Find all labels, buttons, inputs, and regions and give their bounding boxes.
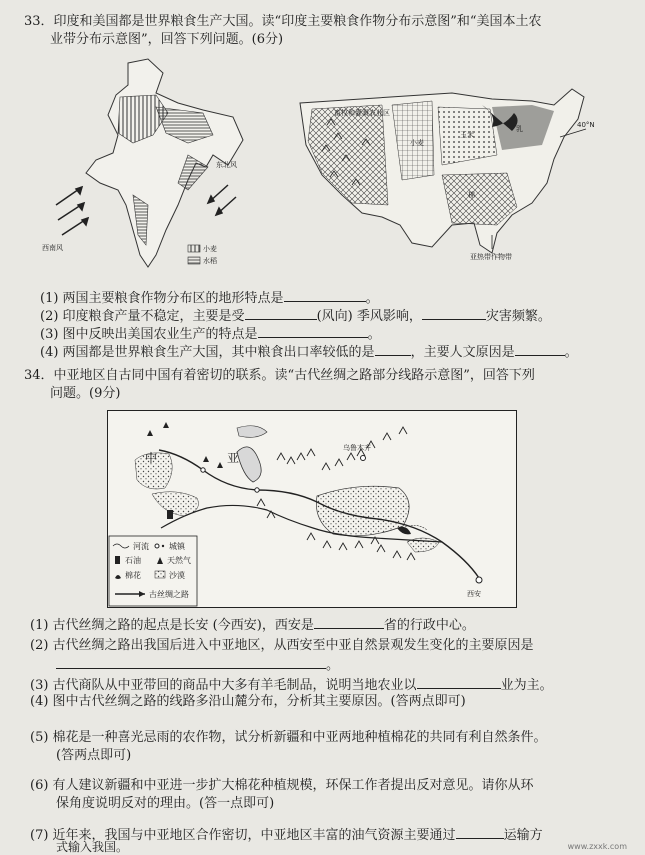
svg-text:棉花: 棉花 xyxy=(125,571,141,580)
q34-sub6-line2: 保角度说明反对的理由。(答一点即可) xyxy=(56,796,275,811)
legend-rice-swatch xyxy=(188,257,200,264)
legend-rice-label: 水稻 xyxy=(203,257,217,265)
region-label-zhong: 中 xyxy=(145,451,158,465)
city-xian-marker xyxy=(476,577,482,583)
q33-sub1: (1) 两国主要粮食作物分布区的地形特点是 。 xyxy=(40,291,379,306)
q34-sub5-line1: (5) 棉花是一种喜光忌雨的农作物，试分析新疆和中亚两地种植棉花的共同有利自然条件。 xyxy=(30,730,547,745)
svg-text:河流: 河流 xyxy=(133,542,149,551)
svg-text:古丝绸之路: 古丝绸之路 xyxy=(149,590,189,599)
belt-corn-label: 玉米 xyxy=(460,131,474,139)
q34-sub2-line1: (2) 古代丝绸之路出我国后进入中亚地区，从西安至中亚自然景观发生变化的主要原因是 xyxy=(30,638,534,653)
watermark: www.zxxk.com xyxy=(567,842,627,851)
wind-sw-label: 西南风 xyxy=(42,244,63,252)
northeast-monsoon-arrows xyxy=(208,185,236,215)
wind-ne-label: 东北风 xyxy=(216,161,237,169)
q34-sub3: (3) 古代商队从中亚带回的商品中大多有羊毛制品，说明当地农业以 业为主。 xyxy=(30,678,553,693)
q33-sub2: (2) 印度粮食产量不稳定，主要是受 (风向) 季风影响， 灾害频繁。 xyxy=(40,309,551,324)
q34-sub5-line2: (答两点即可) xyxy=(56,748,132,763)
silk-road-legend xyxy=(109,536,197,606)
q34-stem-line2: 问题。(9分) xyxy=(50,386,121,401)
subtropical-belt-label: 亚热带作物带 xyxy=(470,253,512,261)
india-crop-map xyxy=(38,55,258,280)
svg-text:城镇: 城镇 xyxy=(169,542,185,551)
legend-wheat-swatch xyxy=(188,245,200,252)
city-xian-label: 西安 xyxy=(467,590,481,598)
region-label-ya: 亚 xyxy=(227,451,240,465)
belt-dairy-label: 乳 xyxy=(516,125,523,133)
q34-sub7-line2: 式输入我国。 xyxy=(56,840,129,854)
silk-road-map xyxy=(107,410,517,608)
q34-sub1: (1) 古代丝绸之路的起点是长安 (今西安)，西安是 省的行政中心。 xyxy=(30,618,475,633)
q33-stem-line2: 业带分布示意图”，回答下列问题。(6分) xyxy=(50,32,284,47)
svg-text:石油: 石油 xyxy=(125,556,141,565)
city-urumqi-label: 乌鲁木齐 xyxy=(343,444,371,452)
svg-text:沙漠: 沙漠 xyxy=(169,571,185,580)
q33-sub4: (4) 两国都是世界粮食生产大国，其中粮食出口率较低的是 ，主要人文原因是 。 xyxy=(40,345,578,360)
southwest-monsoon-arrows xyxy=(56,187,88,235)
q34-sub6-line1: (6) 有人建议新疆和中亚进一步扩大棉花种植规模，环保工作者提出反对意见。请你从环 xyxy=(30,778,534,793)
city-urumqi-marker xyxy=(361,456,366,461)
q34-stem-line1: 34．中亚地区自古同中国有着密切的联系。读“古代丝绸之路部分线路示意图”，回答下列 xyxy=(24,368,535,383)
belt-cotton-label: 棉 xyxy=(468,191,475,199)
latitude-40n-label: 40°N xyxy=(577,121,595,129)
q34-sub2-answer: 。 xyxy=(56,656,339,674)
ranching-zone-label: 畜牧和灌溉农业区 xyxy=(334,109,390,117)
q33-stem-line1: 33．印度和美国都是世界粮食生产大国。读“印度主要粮食作物分布示意图”和“美国本土农 xyxy=(24,14,542,29)
q34-sub4: (4) 图中古代丝绸之路的线路多沿山麓分布，分析其主要原因。(答两点即可) xyxy=(30,694,466,709)
belt-wheat-label: 小麦 xyxy=(410,139,424,147)
legend-wheat-label: 小麦 xyxy=(203,245,217,253)
q34-sub7-line1: (7) 近年来，我国与中亚地区合作密切，中亚地区丰富的油气资源主要通过 运输方 xyxy=(30,828,543,843)
q33-sub3: (3) 图中反映出美国农业生产的特点是 。 xyxy=(40,327,381,342)
usa-agriculture-map xyxy=(292,85,604,263)
svg-text:天然气: 天然气 xyxy=(167,556,191,565)
